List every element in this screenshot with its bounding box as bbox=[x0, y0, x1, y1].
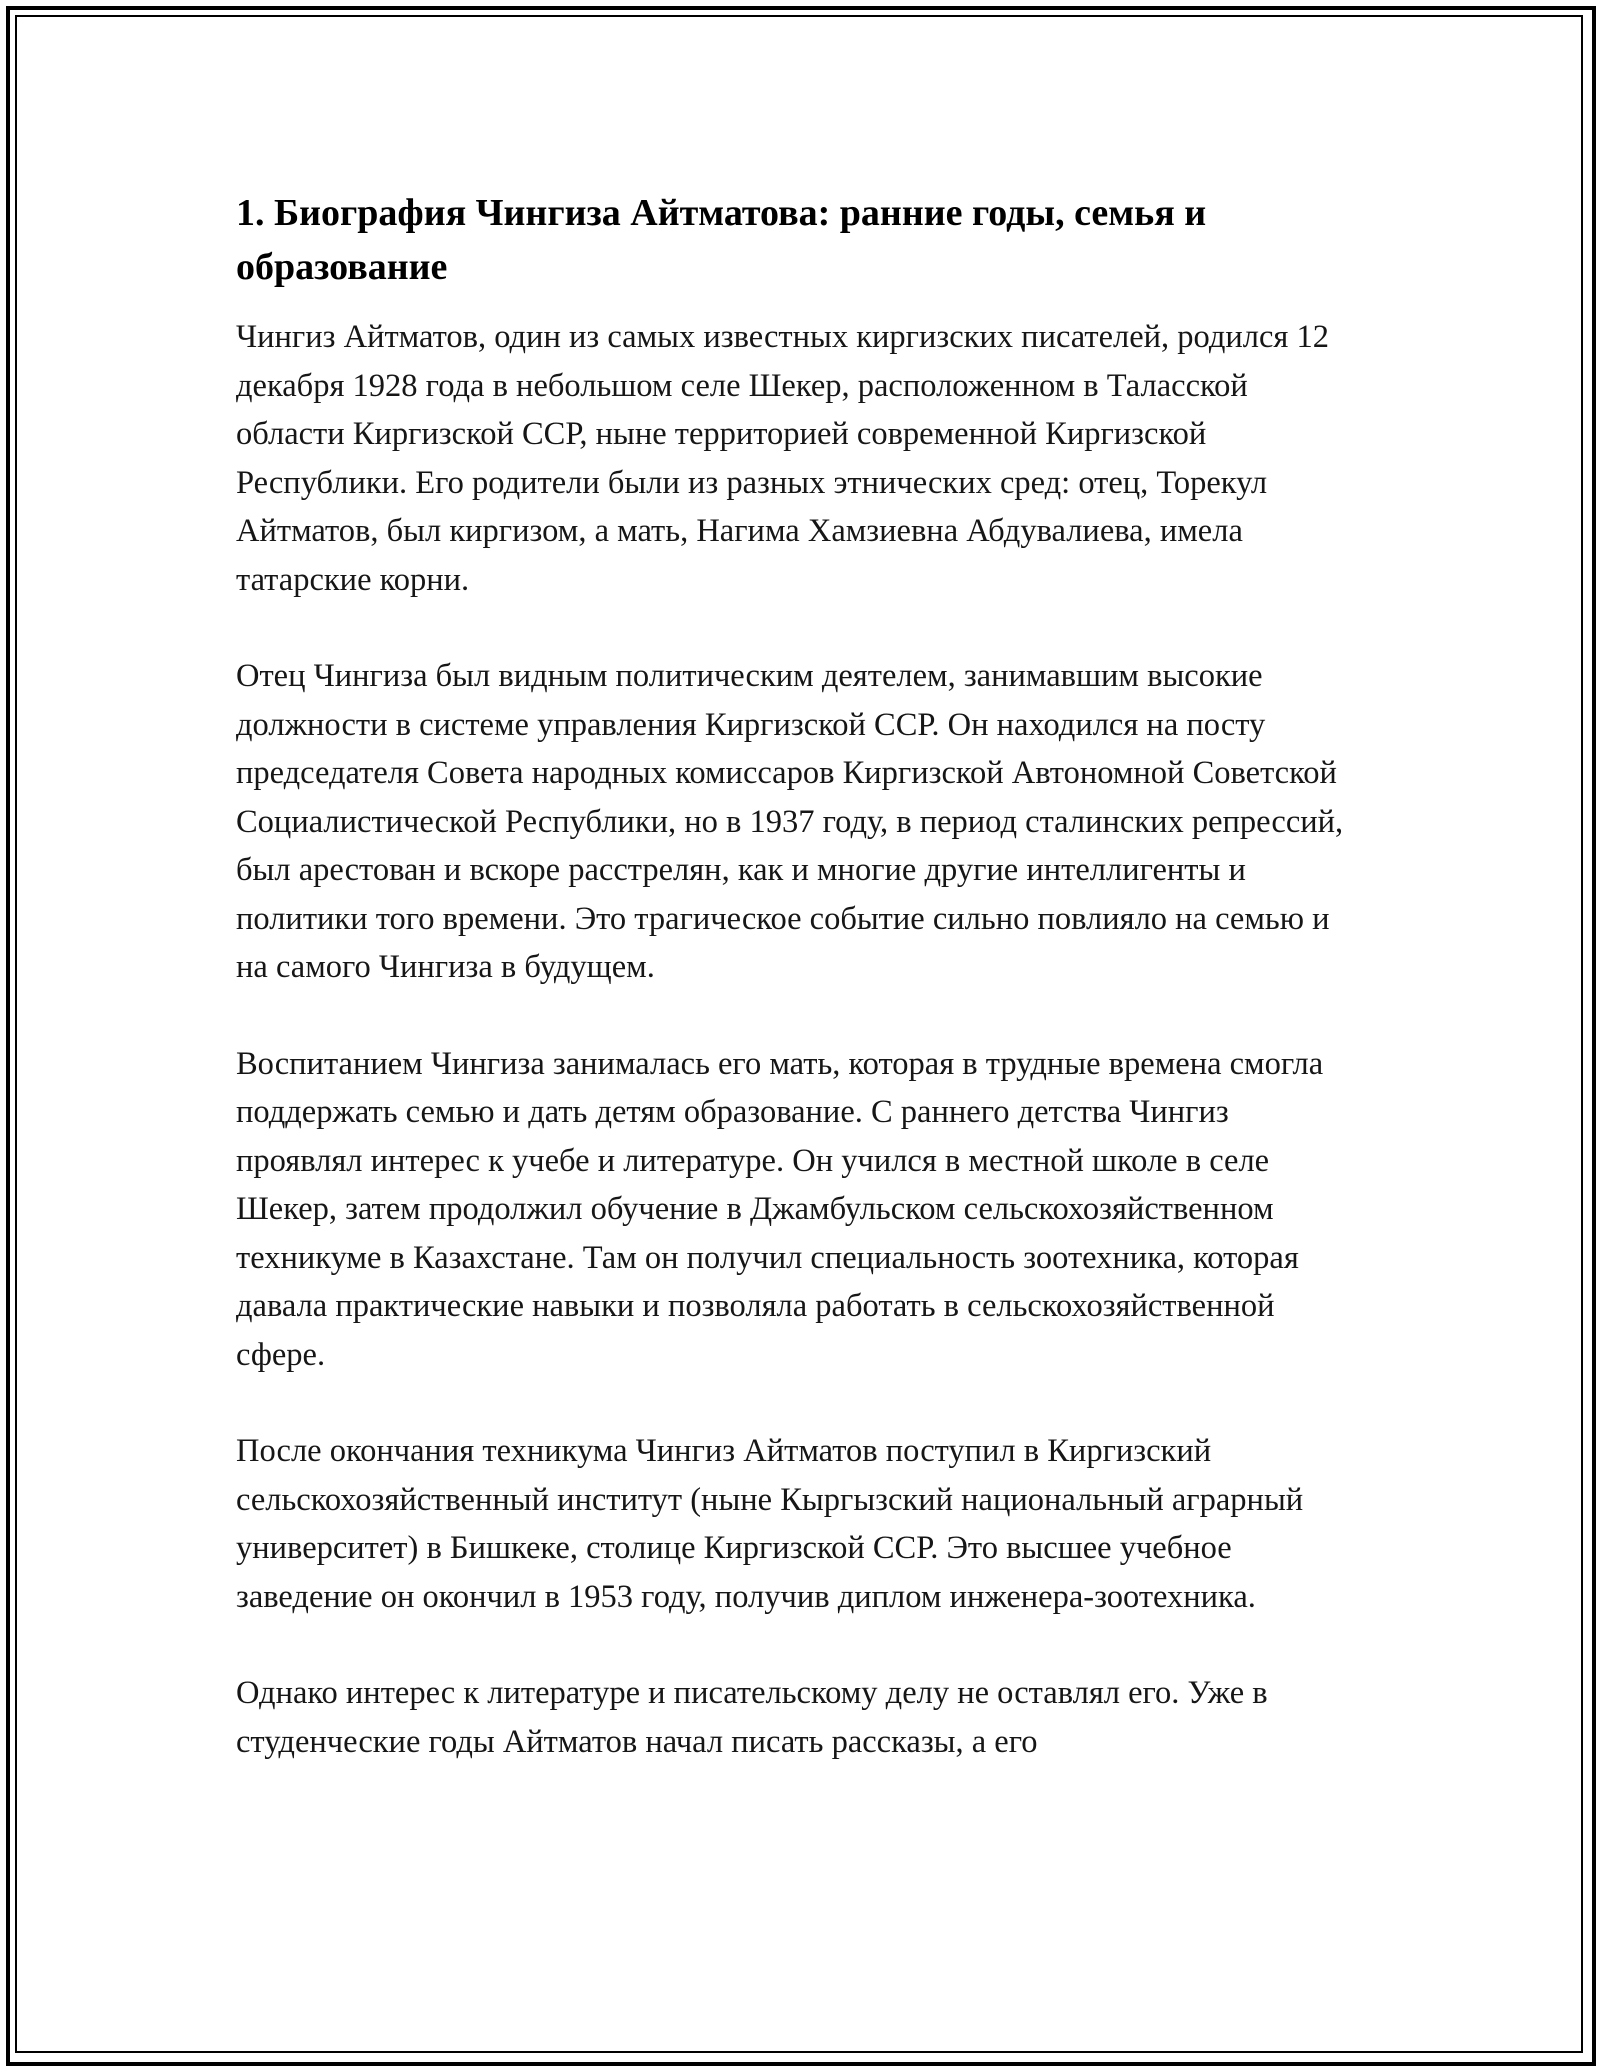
paragraph-institute: После окончания техникума Чингиз Айтматов поступил в Киргизский сельскохозяйственный институт (ныне Кыргызский национальный аграрный университет) в Бишкеке, столице Киргизской ССР. Это высшее учебное заведение он окончил в 1953 году, получив диплом инженера-зоотехника. bbox=[236, 1433, 1304, 1615]
paragraph-father: Отец Чингиза был видным политическим деятелем, занимавшим высокие должности в системе управления Киргизской ССР. Он находился на посту председателя Совета народных комиссаров Киргизской Автономной Советской Социалистической Республики, но в 1937 году, в период сталинских репрессий, был арестован и вскоре расстрелян, как и многие другие интеллигенты и политики того времени. Это трагическое событие сильно повлияло на семью и на самого Чингиза в будущем. bbox=[236, 658, 1344, 985]
paragraph-birth: Чингиз Айтматов, один из самых известных киргизских писателей, родился 12 декабря 1928 года в небольшом селе Шекер, расположенном в Таласской области Киргизской ССР, ныне территорией современной Киргизской Республики. Его родители были из разных этнических сред: отец, Торекул Айтматов, был киргизом, а мать, Нагима Хамзиевна Абдувалиева, имела татарские корни. bbox=[236, 319, 1329, 598]
section-heading: 1. Биография Чингиза Айтматова: ранние годы, семья и образование bbox=[236, 192, 1207, 288]
document-body bbox=[236, 186, 1356, 1814]
paragraph-upbringing: Воспитанием Чингиза занималась его мать, которая в трудные времена смогла поддержать семью и дать детям образование. С раннего детства Чингиз проявлял интерес к учебе и литературе. Он учился в местной школе в селе Шекер, затем продолжил обучение в Джамбульском сельскохозяйственном техникуме в Казахстане. Там он получил специальность зоотехника, которая давала практические навыки и позволяла работать в сельскохозяйственной сфере. bbox=[236, 1045, 1324, 1373]
paragraph-literature: Однако интерес к литературе и писательскому делу не оставлял его. Уже в студенческие годы Айтматов начал писать рассказы, а его bbox=[236, 1675, 1268, 1760]
